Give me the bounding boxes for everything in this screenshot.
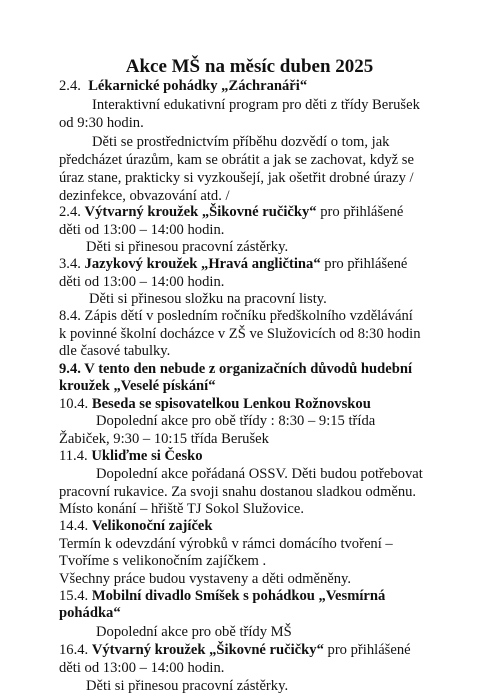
event-line (59, 517, 213, 536)
event-rest: pro přihlášené (316, 204, 404, 220)
text-line: Tvoříme s velikonočním zajíčkem . (59, 553, 267, 569)
text-line: Děti si přinesou pracovní zástěrky. (86, 678, 289, 694)
event-title: Výtvarný kroužek „Šikovné ručičky“ (91, 642, 324, 658)
text-line: dle časové tabulky. (59, 343, 171, 359)
event-date: 14.4. (59, 518, 89, 534)
event-line (59, 255, 407, 274)
text-line: Děti si přinesou pracovní zástěrky. (86, 239, 289, 255)
text-line: Všechny práce budou vystaveny a děti odměněny. (59, 571, 352, 587)
text-line: dezinfekce, obvazování atd. / (59, 188, 230, 204)
event-title: Výtvarný kroužek „Šikovné ručičky“ (84, 204, 317, 220)
event-rest: pro přihlášené (320, 256, 408, 272)
event-title: Ukliďme si Česko (91, 448, 203, 464)
event-title: Mobilní divadlo Smíšek s pohádkou „Vesmírná (91, 588, 386, 604)
event-line (59, 77, 307, 96)
text-line: děti od 13:00 – 14:00 hodin. (59, 660, 225, 676)
text-line: k povinné školní docházce v ZŠ ve Služovicích od 8:30 hodin (59, 326, 421, 342)
event-line (59, 203, 403, 222)
event-line (59, 447, 203, 466)
event-title: Lékarnické pohádky „Záchranáři“ (88, 78, 308, 94)
text-line: Interaktivní edukativní program pro děti z třídy Berušek (92, 97, 420, 113)
text-line: úraz stane, prakticky si vyzkoušejí, jak ošetřit drobné úrazy / (59, 170, 414, 186)
event-title: Beseda se spisovatelkou Lenkou Rožnovskou (91, 396, 371, 412)
text-line: od 9:30 hodin. (59, 115, 144, 131)
notice-line: 9.4. V tento den nebude z organizačních důvodů hudební (59, 361, 413, 377)
text-line: Termín k odevzdání výrobků v rámci domácího tvoření – (59, 536, 393, 552)
text-line: Žabiček, 9:30 – 10:15 třída Berušek (59, 431, 269, 447)
text-line: Dopolední akce pro obě třídy : 8:30 – 9:15 třída (96, 413, 376, 429)
event-date: 2.4. (59, 204, 81, 220)
text-line: děti od 13:00 – 14:00 hodin. (59, 222, 225, 238)
notice-line: kroužek „Veselé pískání“ (59, 378, 216, 394)
text-line: Dopolední akce pořádaná OSSV. Děti budou potřebovat (96, 466, 423, 482)
event-date: 10.4. (59, 396, 89, 412)
text-line: Dopolední akce pro obě třídy MŠ (96, 624, 292, 640)
text-line: pracovní rukavice. Za svoji snahu dostanou sladkou odměnu. (59, 484, 417, 500)
event-date: 15.4. (59, 588, 89, 604)
text-line: děti od 13:00 – 14:00 hodin. (59, 274, 225, 290)
event-date: 11.4. (59, 448, 88, 464)
text-line: předcházet úrazům, kam se obrátit a jak se zachovat, když se (59, 152, 414, 168)
text-line: Děti se prostřednictvím příběhu dozvědí o tom, jak (92, 134, 390, 150)
event-title: Jazykový kroužek „Hravá angličtina“ (84, 256, 321, 272)
event-date: 16.4. (59, 642, 89, 658)
text-line: Místo konání – hřiště TJ Sokol Služovice. (59, 501, 304, 517)
event-rest: pro přihlášené (323, 642, 411, 658)
event-line (59, 641, 411, 660)
text-line: Děti si přinesou složku na pracovní listy. (89, 291, 327, 307)
event-title-cont: pohádka“ (59, 605, 121, 621)
event-date: 3.4. (59, 256, 81, 272)
event-title: Velikonoční zajíček (91, 518, 213, 534)
page-title: Akce MŠ na měsíc duben 2025 (125, 56, 374, 77)
event-date: 2.4. (59, 78, 81, 94)
text-line: 8.4. Zápis dětí v posledním ročníku předškolního vzdělávání (59, 308, 413, 324)
